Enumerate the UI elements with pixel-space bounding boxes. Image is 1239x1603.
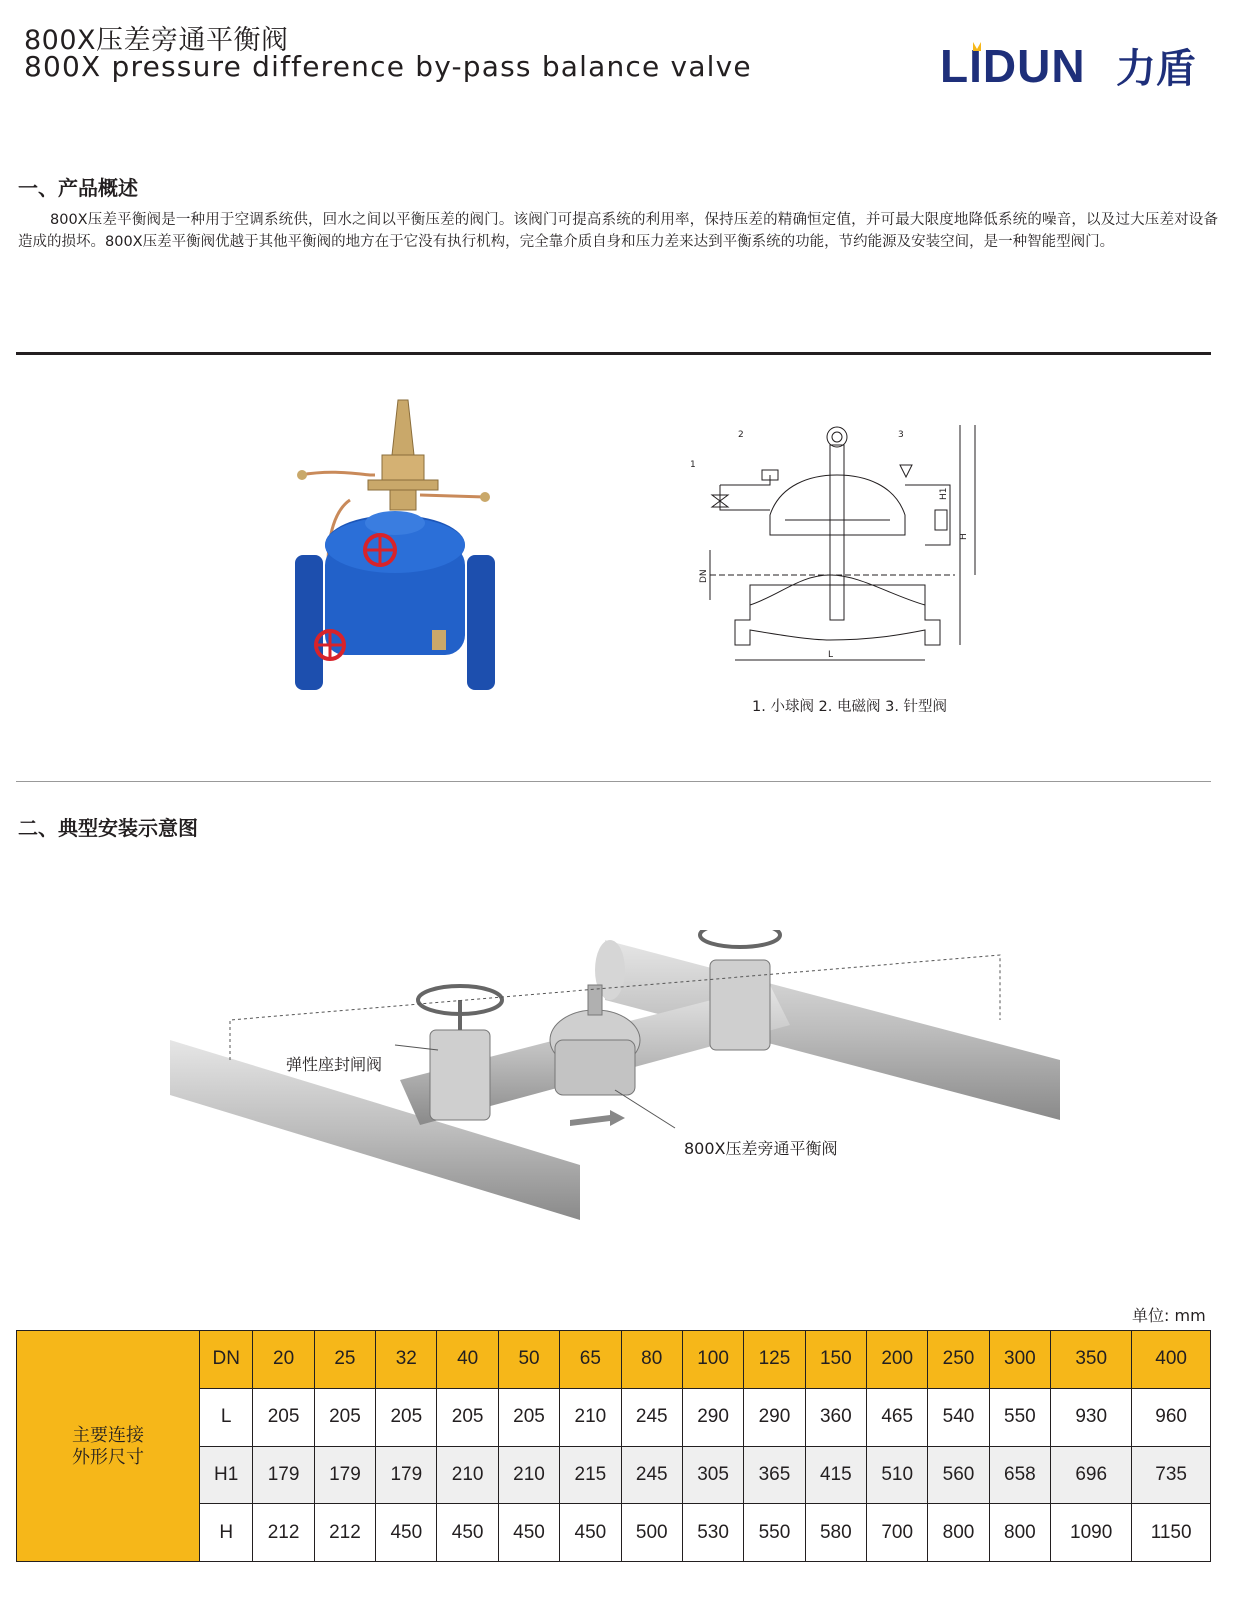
drawing-label-2: 2 xyxy=(738,430,744,440)
table-cell: 360 xyxy=(805,1388,866,1446)
table-cell: 800 xyxy=(928,1504,989,1562)
table-cell: 465 xyxy=(866,1388,927,1446)
table-cell: 365 xyxy=(744,1446,805,1504)
table-cell: 210 xyxy=(437,1446,498,1504)
drawing-label-dn: DN xyxy=(699,569,709,583)
table-cell: 210 xyxy=(560,1388,621,1446)
drawing-label-3: 3 xyxy=(898,430,904,440)
section-heading-installation: 二、典型安装示意图 xyxy=(18,816,198,840)
table-cell: 290 xyxy=(744,1388,805,1446)
divider-thin xyxy=(16,781,1211,782)
description-paragraph: 800X压差平衡阀是一种用于空调系统供，回水之间以平衡压差的阀门。该阀门可提高系统的利用率，保持压差的精确恒定值，并可最大限度地降低系统的噪音，以及过大压差对设备造成的损坏。800X压差平衡阀优越于其他平衡阀的地方在于它没有执行机构，完全靠介质自身和压力差来达到平衡系统的功能，节约能源及安装空间，是一种智能型阀门。 xyxy=(18,212,1218,250)
table-cell: 960 xyxy=(1132,1388,1211,1446)
header-cell: 80 xyxy=(621,1331,682,1389)
table-cell: 530 xyxy=(682,1504,743,1562)
header-cell: 20 xyxy=(253,1331,314,1389)
header-cell: 200 xyxy=(866,1331,927,1389)
installation-illustration xyxy=(170,930,1070,1235)
table-cell: 510 xyxy=(866,1446,927,1504)
table-cell: 245 xyxy=(621,1446,682,1504)
dimension-table xyxy=(16,1330,1211,1562)
section-heading-overview: 一、产品概述 xyxy=(18,176,138,200)
label-balance-valve: 800X压差旁通平衡阀 xyxy=(684,1139,838,1158)
table-cell: 305 xyxy=(682,1446,743,1504)
page-title-cn: 800X压差旁通平衡阀 xyxy=(24,25,289,56)
table-cell: 1090 xyxy=(1051,1504,1132,1562)
row-key: H xyxy=(200,1504,253,1562)
table-cell: 415 xyxy=(805,1446,866,1504)
drawing-label-l: L xyxy=(828,650,834,660)
drawing-label-h1: H1 xyxy=(939,487,949,500)
table-cell: 500 xyxy=(621,1504,682,1562)
table-cell: 210 xyxy=(498,1446,559,1504)
table-cell: 179 xyxy=(376,1446,437,1504)
row-group-label-line2: 外形尺寸 xyxy=(72,1447,144,1467)
table-cell: 205 xyxy=(376,1388,437,1446)
row-group-label xyxy=(17,1331,200,1562)
header-cell: 125 xyxy=(744,1331,805,1389)
header-cell: 65 xyxy=(560,1331,621,1389)
table-cell: 290 xyxy=(682,1388,743,1446)
header-cell: 25 xyxy=(314,1331,375,1389)
product-description xyxy=(18,209,1218,253)
header-cell: 400 xyxy=(1132,1331,1211,1389)
table-cell: 800 xyxy=(989,1504,1050,1562)
logo-text: LIDUN xyxy=(940,40,1086,92)
technical-drawing xyxy=(690,425,1010,695)
table-cell: 560 xyxy=(928,1446,989,1504)
table-cell: 205 xyxy=(498,1388,559,1446)
table-cell: 205 xyxy=(314,1388,375,1446)
table-cell: 205 xyxy=(437,1388,498,1446)
table-cell: 1150 xyxy=(1132,1504,1211,1562)
table-cell: 179 xyxy=(253,1446,314,1504)
header-cell: 250 xyxy=(928,1331,989,1389)
header-cell: 40 xyxy=(437,1331,498,1389)
drawing-label-1: 1 xyxy=(690,460,696,470)
table-cell: 696 xyxy=(1051,1446,1132,1504)
table-cell: 580 xyxy=(805,1504,866,1562)
table-cell: 212 xyxy=(253,1504,314,1562)
table-cell: 550 xyxy=(989,1388,1050,1446)
row-key: H1 xyxy=(200,1446,253,1504)
header-key: DN xyxy=(200,1331,253,1389)
header-cell: 350 xyxy=(1051,1331,1132,1389)
table-cell: 550 xyxy=(744,1504,805,1562)
header-cell: 50 xyxy=(498,1331,559,1389)
product-photo xyxy=(290,395,500,715)
header-cell: 150 xyxy=(805,1331,866,1389)
logo-cn-text: 力盾 xyxy=(1116,46,1196,92)
label-gate-valve: 弹性座封闸阀 xyxy=(286,1055,383,1074)
table-cell: 930 xyxy=(1051,1388,1132,1446)
table-cell: 215 xyxy=(560,1446,621,1504)
drawing-caption: 1. 小球阀 2. 电磁阀 3. 针型阀 xyxy=(752,699,948,715)
table-cell: 658 xyxy=(989,1446,1050,1504)
page-title-en: 800X pressure difference by-pass balance valve xyxy=(24,50,752,83)
unit-label: 单位: mm xyxy=(1132,1306,1206,1325)
table-cell: 450 xyxy=(376,1504,437,1562)
table-header-row xyxy=(17,1331,1211,1389)
table-cell: 205 xyxy=(253,1388,314,1446)
header-cell: 100 xyxy=(682,1331,743,1389)
table-cell: 450 xyxy=(560,1504,621,1562)
table-cell: 212 xyxy=(314,1504,375,1562)
table-cell: 735 xyxy=(1132,1446,1211,1504)
row-key: L xyxy=(200,1388,253,1446)
header-cell: 32 xyxy=(376,1331,437,1389)
table-cell: 450 xyxy=(498,1504,559,1562)
drawing-label-h: H xyxy=(959,533,969,540)
table-cell: 700 xyxy=(866,1504,927,1562)
header-cell: 300 xyxy=(989,1331,1050,1389)
divider xyxy=(16,352,1211,355)
table-cell: 245 xyxy=(621,1388,682,1446)
brand-logo xyxy=(940,40,1216,92)
table-cell: 540 xyxy=(928,1388,989,1446)
row-group-label-line1: 主要连接 xyxy=(72,1425,144,1445)
table-cell: 179 xyxy=(314,1446,375,1504)
table-cell: 450 xyxy=(437,1504,498,1562)
